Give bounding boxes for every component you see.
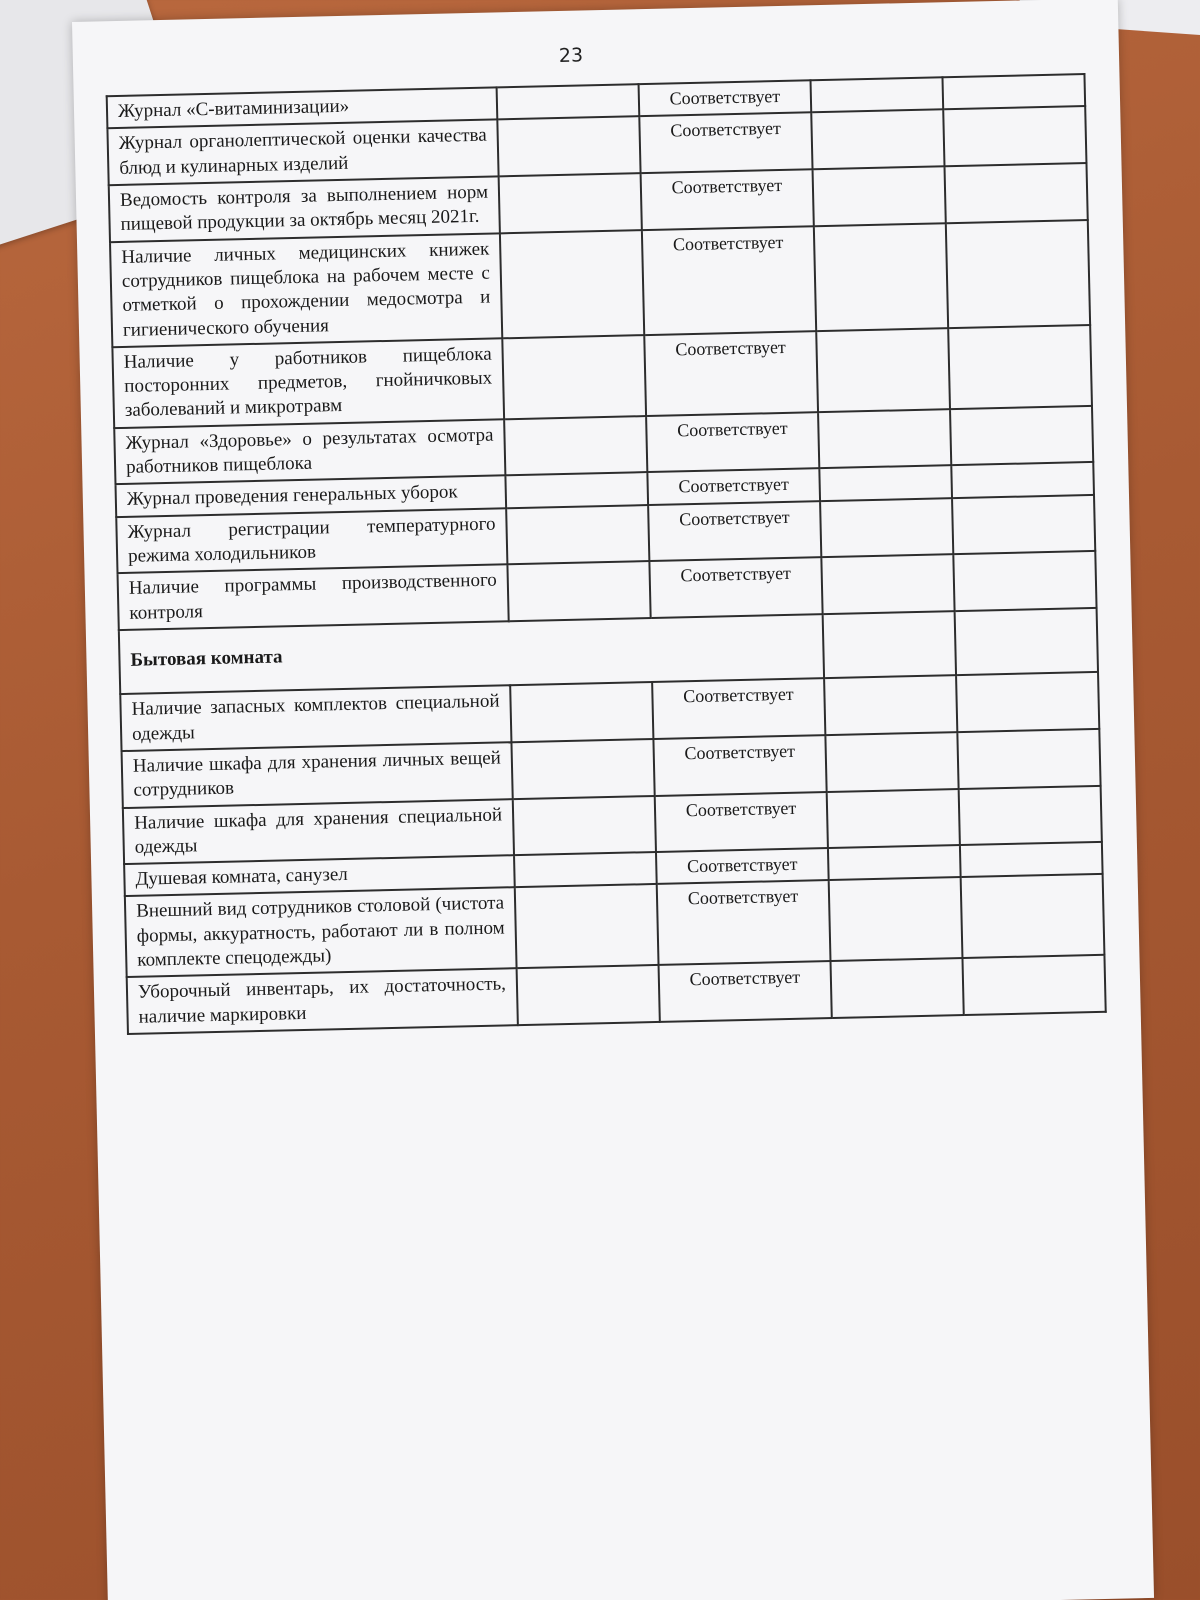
empty-cell <box>821 554 954 614</box>
empty-cell <box>946 220 1090 328</box>
item-cell: Уборочный инвентарь, их достаточность, наличие маркировки <box>127 969 518 1034</box>
empty-cell <box>824 675 957 735</box>
blank-cell <box>499 173 642 233</box>
empty-cell <box>953 551 1096 611</box>
empty-cell <box>950 406 1093 466</box>
item-cell: Наличие у работников пищеблока посторонних предметов, гнойничковых заболеваний и микротравм <box>112 338 504 428</box>
status-cell: Соответствует <box>647 469 820 505</box>
empty-cell <box>962 955 1105 1015</box>
empty-cell <box>959 785 1102 845</box>
document-page <box>72 0 1154 1600</box>
blank-cell <box>505 472 648 508</box>
empty-cell <box>828 845 961 880</box>
empty-cell <box>818 409 951 469</box>
item-cell: Наличие шкафа для хранения специальной одежды <box>123 799 514 864</box>
blank-cell <box>504 416 647 476</box>
empty-cell <box>814 223 948 331</box>
status-cell: Соответствует <box>652 678 825 739</box>
blank-cell <box>510 682 653 742</box>
status-cell: Соответствует <box>649 557 822 618</box>
empty-cell <box>825 732 958 792</box>
empty-cell <box>942 74 1085 110</box>
empty-cell <box>811 110 944 170</box>
item-cell: Журнал «С-витаминизации» <box>107 87 498 128</box>
blank-cell <box>507 561 650 621</box>
blank-cell <box>511 739 654 799</box>
empty-cell <box>948 325 1092 409</box>
empty-cell <box>960 842 1103 878</box>
item-cell: Наличие запасных комплектов специальной одежды <box>120 685 511 750</box>
blank-cell <box>513 795 656 855</box>
empty-cell <box>820 498 953 558</box>
item-cell: Наличие шкафа для хранения личных вещей сотрудников <box>122 742 513 807</box>
empty-cell <box>956 672 1099 732</box>
item-cell: Журнал проведения генеральных уборок <box>116 476 507 517</box>
item-cell: Душевая комната, санузел <box>124 855 515 896</box>
blank-cell <box>515 884 659 968</box>
status-cell: Соответствует <box>648 501 821 562</box>
empty-cell <box>829 877 963 961</box>
status-cell: Соответствует <box>646 412 819 473</box>
empty-cell <box>951 462 1094 498</box>
status-cell: Соответствует <box>659 961 832 1022</box>
status-cell: Соответствует <box>656 848 829 884</box>
blank-cell <box>517 965 660 1025</box>
status-cell: Соответствует <box>657 880 831 965</box>
blank-cell <box>500 230 644 338</box>
blank-cell <box>502 335 646 419</box>
empty-cell <box>961 874 1105 958</box>
empty-cell <box>944 163 1087 223</box>
blank-cell <box>514 852 657 888</box>
status-cell: Соответствует <box>641 169 814 230</box>
section-title: Бытовая комната <box>119 614 824 694</box>
page-number: 23 <box>558 44 584 67</box>
empty-cell <box>955 608 1098 676</box>
empty-cell <box>943 106 1086 166</box>
item-cell: Наличие программы производственного контроля <box>118 565 509 630</box>
status-cell: Соответствует <box>655 792 828 853</box>
blank-cell <box>497 116 640 176</box>
status-cell: Соответствует <box>653 735 826 796</box>
empty-cell <box>957 729 1100 789</box>
item-cell: Журнал органолептической оценки качества блюд и кулинарных изделий <box>107 120 498 185</box>
empty-cell <box>819 466 952 501</box>
status-cell: Соответствует <box>642 226 816 335</box>
empty-cell <box>827 789 960 849</box>
inspection-table <box>106 73 1107 1035</box>
empty-cell <box>813 166 946 226</box>
empty-cell <box>831 958 964 1018</box>
empty-cell <box>823 611 956 678</box>
item-cell: Журнал регистрации температурного режима холодильников <box>116 508 507 573</box>
item-cell: Ведомость контроля за выполнением норм пищевой продукции за октябрь месяц 2021г. <box>109 176 500 241</box>
status-cell: Соответствует <box>639 80 812 116</box>
status-cell: Соответствует <box>644 331 818 416</box>
item-cell: Наличие личных медицинских книжек сотрудников пищеблока на рабочем месте с отметкой о прохождении медосмотра и гигиенического обучения <box>110 233 502 347</box>
status-cell: Соответствует <box>639 113 812 174</box>
blank-cell <box>497 84 640 120</box>
item-cell: Журнал «Здоровье» о результатах осмотра работников пищеблока <box>114 419 505 484</box>
item-cell: Внешний вид сотрудников столовой (чистота формы, аккуратность, работают ли в полном комплекте спецодежды) <box>125 888 517 978</box>
empty-cell <box>816 328 950 412</box>
blank-cell <box>506 505 649 565</box>
empty-cell <box>952 495 1095 555</box>
empty-cell <box>811 77 944 112</box>
